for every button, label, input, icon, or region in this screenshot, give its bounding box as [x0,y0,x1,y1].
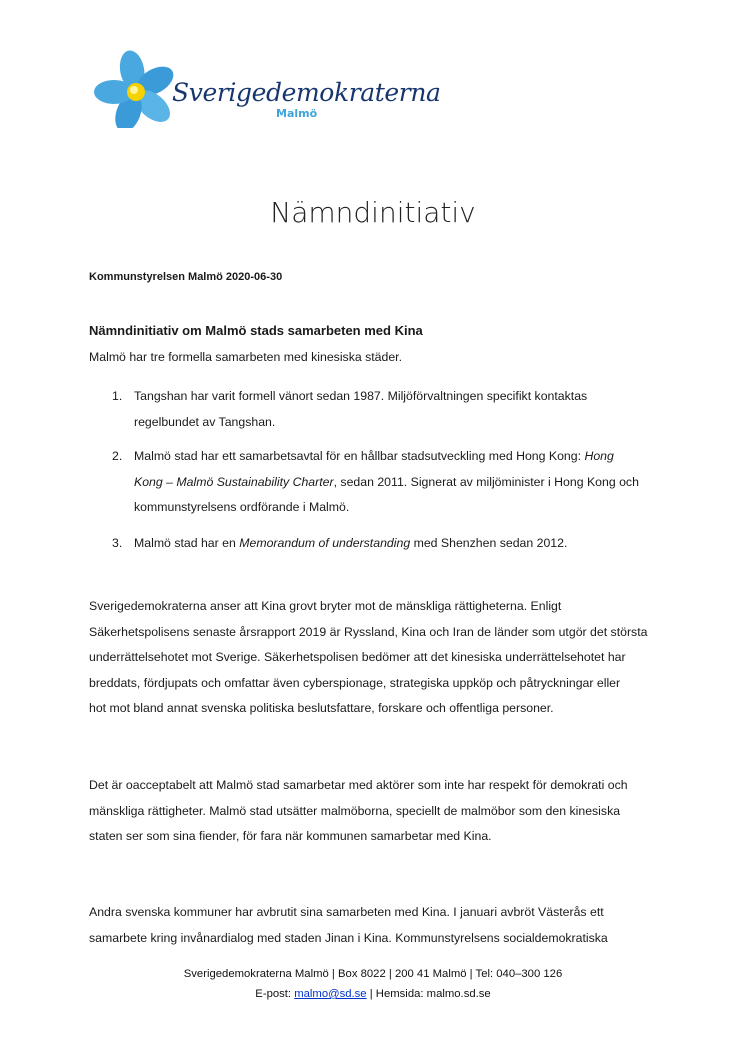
list-text-part: Malmö stad har ett samarbetsavtal för en hållbar stadsutveckling med Hong Kong: [134,449,585,463]
intro-text: Malmö har tre formella samarbeten med kinesiska städer. [89,350,403,364]
paragraph-line: samarbete kring invånardialog med staden Jinan i Kina. Kommunstyrelsens socialdemokratiska [89,930,608,945]
paragraph-line: hot mot bland annat svenska politiska beslutsfattare, forskare och offentliga personer. [89,701,554,715]
paragraph-line: Säkerhetspolisens senaste årsrapport 2019 är Ryssland, Kina och Iran de länder som utgör det största [89,624,648,639]
charter-name-part: Hong [584,449,614,463]
document-title: Nämndinitiativ [270,196,476,229]
paragraph-line: underrättelsehotet mot Sverige. Säkerhetspolisen bedömer att det kinesiska underrättelsehotet har [89,650,626,664]
paragraph-1 [89,594,669,722]
list-text-part: , sedan 2011. Signerat av miljöminister i Hong Kong och [333,474,639,489]
paragraph-line: mänskliga rättigheter. Malmö stad utsätter malmöborna, speciellt de malmöbor som den kinesiska [89,803,621,818]
list-line: Tangshan har varit formell vänort sedan 1987. Miljöförvaltningen specifikt kontaktas [134,389,588,403]
paragraph-line: Andra svenska kommuner har avbrutit sina samarbeten med Kina. I januari avbröt Västerås ett [89,905,604,919]
page-footer [0,964,746,1004]
list-number: 2. [112,449,123,463]
list-text [134,444,654,521]
meeting-meta: Kommunstyrelsen Malmö 2020-06-30 [89,271,283,283]
list-number: 1. [112,389,123,403]
logo-wordmark: Sverigedemokraterna [172,78,441,107]
paragraph-line: Sverigedemokraterna anser att Kina grovt bryter mot de mänskliga rättigheterna. Enligt [89,599,562,613]
charter-name-part: Kong – Malmö Sustainability Charter [134,474,334,489]
memorandum-term: Memorandum of understanding [239,536,411,550]
paragraph-3 [89,900,669,951]
list-text [134,384,654,435]
paragraph-2 [89,773,669,850]
section-heading: Nämndinitiativ om Malmö stads samarbeten med Kina [89,323,423,338]
paragraph-line: staten ser som sina fiender, för fara när kommunen samarbetar med Kina. [89,829,492,843]
list-text-part: med Shenzhen sedan 2012. [410,536,568,550]
list-line [134,531,654,557]
list-line [134,444,654,470]
flower-icon [92,48,182,128]
list-line: kommunstyrelsens ordförande i Malmö. [134,500,350,514]
list-number: 3. [112,536,123,550]
footer-links [0,984,746,1004]
list-line [134,470,654,496]
list-line: regelbundet av Tangshan. [134,414,276,429]
footer-contact: Sverigedemokraterna Malmö | Box 8022 | 200 41 Malmö | Tel: 040–300 126 [183,968,563,980]
paragraph-line: Det är oacceptabelt att Malmö stad samarbetar med aktörer som inte har respekt för demokrati och [89,778,628,792]
email-label: E-post: [255,988,295,1000]
logo-city: Malmö [276,107,318,120]
website-text: | Hemsida: malmo.sd.se [366,988,491,1000]
list-text [134,531,654,557]
paragraph-line: breddats, fördjupats och omfattar även cyberspionage, strategiska uppköp och påtryckningar eller [89,675,621,690]
email-link[interactable]: malmo@sd.se [294,988,367,1000]
list-text-part: Malmö stad har en [134,536,240,550]
